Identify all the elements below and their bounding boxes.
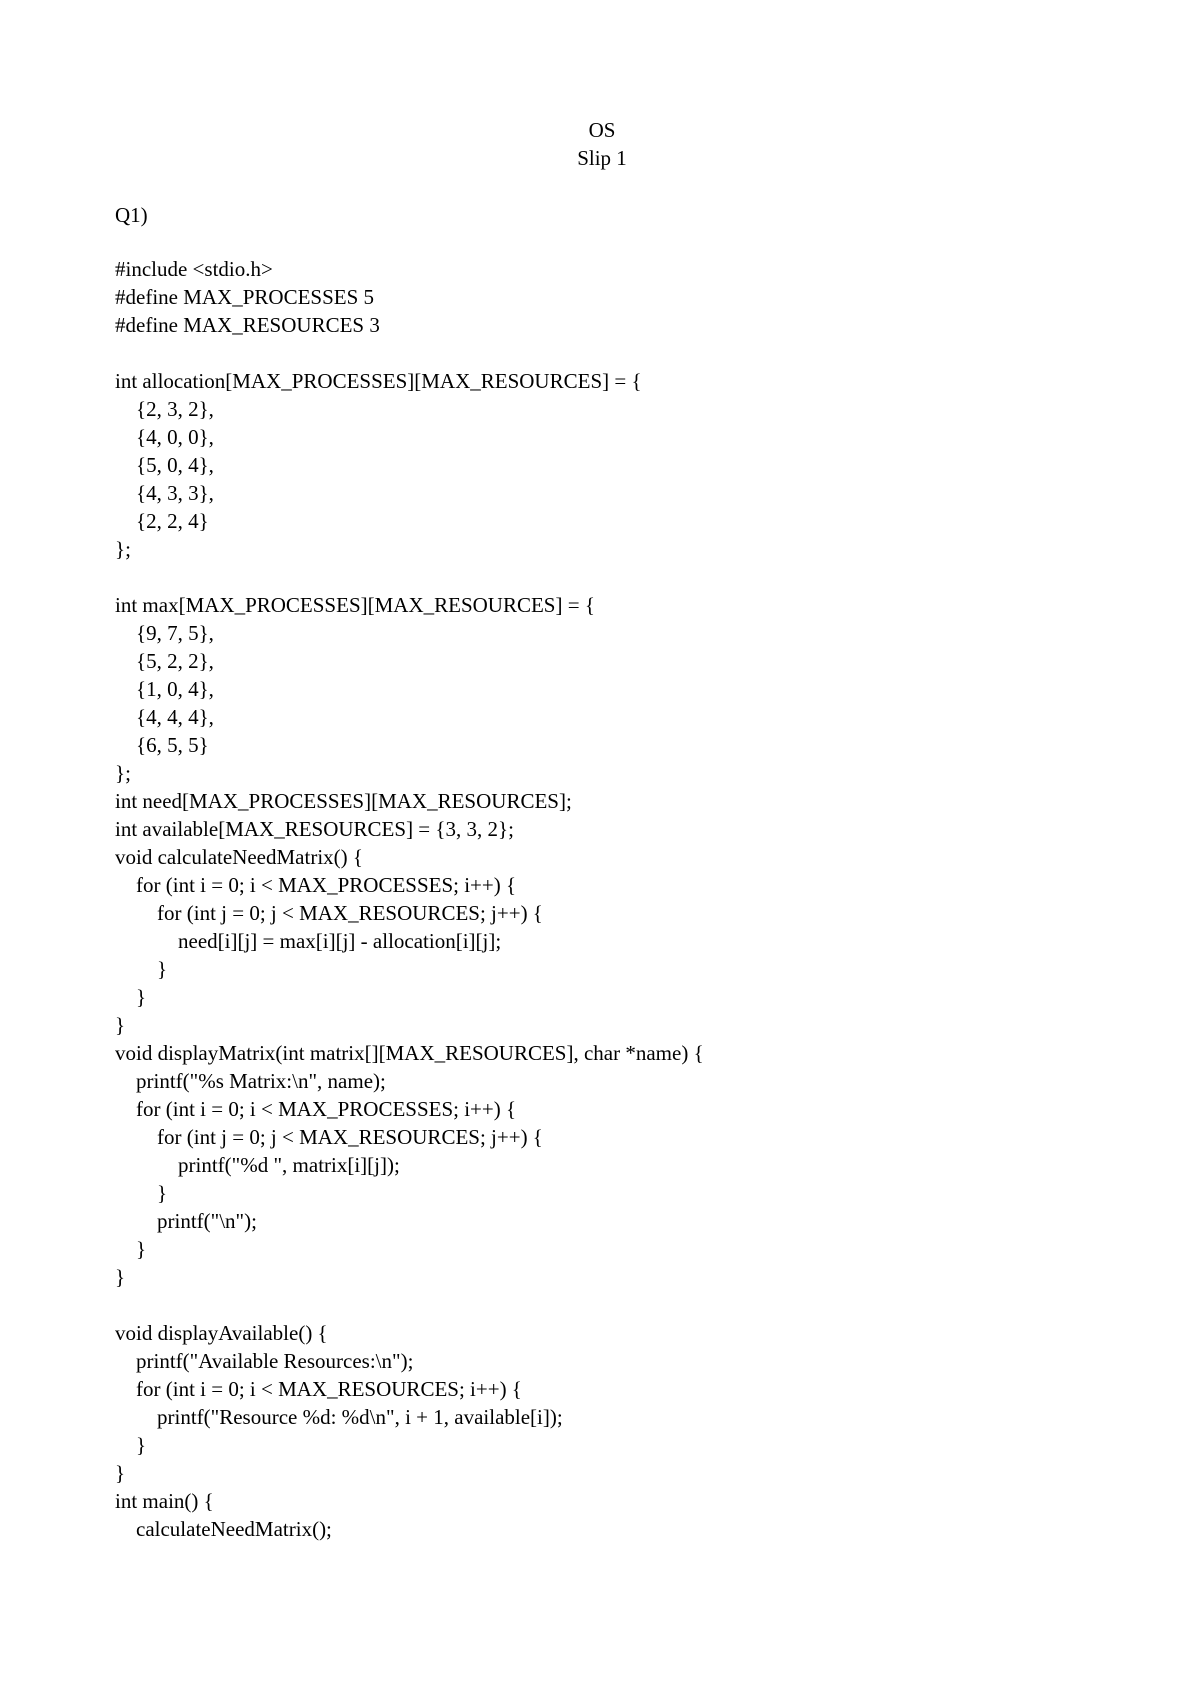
code-block — [115, 255, 1115, 1543]
code-line: need[i][j] = max[i][j] - allocation[i][j]; — [115, 929, 502, 953]
code-line: int need[MAX_PROCESSES][MAX_RESOURCES]; — [115, 789, 572, 813]
code-line: {4, 0, 0}, — [115, 425, 214, 449]
slip-label: Slip 1 — [577, 146, 627, 170]
code-line: } — [115, 1013, 126, 1037]
code-line: {2, 3, 2}, — [115, 397, 214, 421]
question-label: Q1) — [115, 203, 148, 227]
code-line: {2, 2, 4} — [115, 509, 209, 533]
code-line: printf("\n"); — [115, 1209, 257, 1233]
code-line: } — [115, 1461, 126, 1485]
code-line: {4, 4, 4}, — [115, 705, 214, 729]
code-line: {5, 2, 2}, — [115, 649, 214, 673]
code-line: int max[MAX_PROCESSES][MAX_RESOURCES] = { — [115, 593, 595, 617]
page-title: OS — [588, 118, 616, 142]
code-line: int main() { — [115, 1489, 214, 1513]
code-line: #include <stdio.h> — [115, 257, 273, 281]
code-line: {4, 3, 3}, — [115, 481, 214, 505]
code-line: calculateNeedMatrix(); — [115, 1517, 332, 1541]
document-header — [0, 116, 1200, 172]
code-line: for (int j = 0; j < MAX_RESOURCES; j++) { — [115, 901, 543, 925]
code-line — [115, 339, 1115, 367]
code-line: printf("%s Matrix:\n", name); — [115, 1069, 386, 1093]
code-line: } — [115, 1237, 147, 1261]
code-line: } — [115, 1433, 147, 1457]
code-line: #define MAX_RESOURCES 3 — [115, 313, 380, 337]
code-line: for (int i = 0; i < MAX_PROCESSES; i++) { — [115, 873, 517, 897]
code-line: {6, 5, 5} — [115, 733, 209, 757]
code-line: void displayMatrix(int matrix[][MAX_RESOURCES], char *name) { — [115, 1041, 704, 1065]
code-line: }; — [115, 761, 131, 785]
code-line: for (int j = 0; j < MAX_RESOURCES; j++) { — [115, 1125, 543, 1149]
code-line: {1, 0, 4}, — [115, 677, 214, 701]
code-line: {5, 0, 4}, — [115, 453, 214, 477]
code-line: printf("Resource %d: %d\n", i + 1, available[i]); — [115, 1405, 563, 1429]
code-line: } — [115, 1181, 168, 1205]
code-line: } — [115, 985, 147, 1009]
code-line: } — [115, 1265, 126, 1289]
code-line: int allocation[MAX_PROCESSES][MAX_RESOURCES] = { — [115, 369, 642, 393]
code-line: } — [115, 957, 168, 981]
code-line: void calculateNeedMatrix() { — [115, 845, 363, 869]
code-line — [115, 563, 1115, 591]
code-line — [115, 1291, 1115, 1319]
code-line: for (int i = 0; i < MAX_PROCESSES; i++) { — [115, 1097, 517, 1121]
code-line: {9, 7, 5}, — [115, 621, 214, 645]
code-line: #define MAX_PROCESSES 5 — [115, 285, 375, 309]
code-line: }; — [115, 537, 131, 561]
code-line: printf("Available Resources:\n"); — [115, 1349, 414, 1373]
code-line: printf("%d ", matrix[i][j]); — [115, 1153, 400, 1177]
code-line: void displayAvailable() { — [115, 1321, 328, 1345]
code-line: int available[MAX_RESOURCES] = {3, 3, 2}; — [115, 817, 514, 841]
code-line: for (int i = 0; i < MAX_RESOURCES; i++) { — [115, 1377, 522, 1401]
